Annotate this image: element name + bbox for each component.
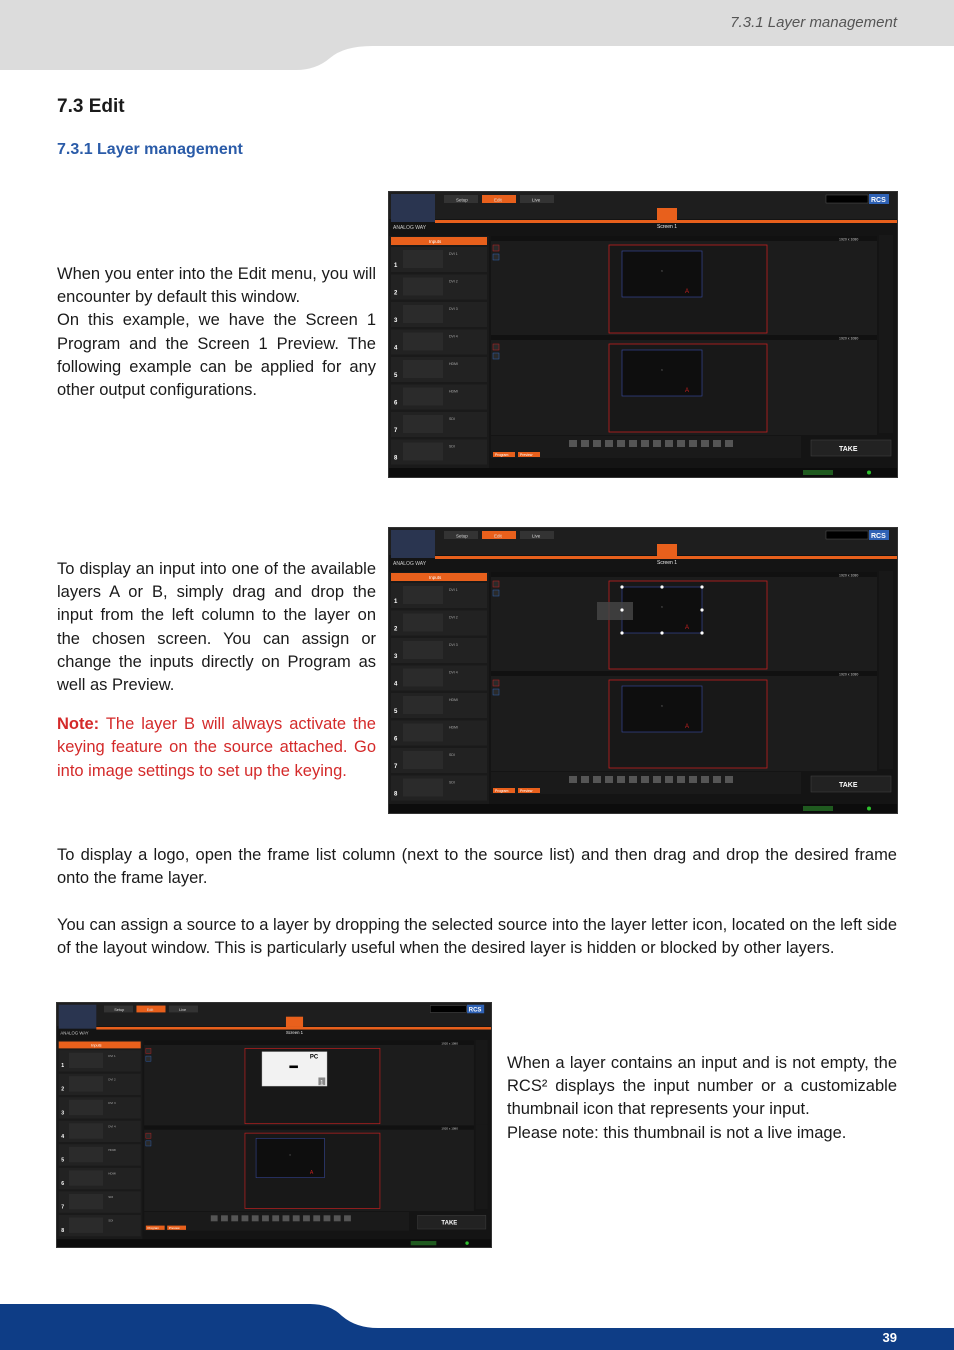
layer-letter-icon — [493, 245, 499, 251]
status-connection — [803, 806, 833, 811]
layer-letter-icon — [146, 1133, 151, 1138]
input-thumb — [69, 1053, 103, 1068]
resize-handle — [620, 631, 623, 634]
input-number: 8 — [394, 791, 398, 798]
input-thumb — [403, 360, 443, 378]
tool-icon — [713, 776, 721, 783]
header-band — [0, 0, 954, 70]
note-paragraph — [57, 713, 376, 783]
footer-band — [0, 1304, 954, 1350]
tool-icon — [252, 1215, 259, 1221]
tool-icon — [303, 1215, 310, 1221]
screen-label: Screen 1 — [285, 1029, 304, 1035]
orange-strip — [435, 556, 897, 559]
note-label: Note: — [57, 715, 100, 734]
input-number: 7 — [394, 428, 398, 434]
layer-box — [622, 350, 702, 396]
app-screenshot-svg — [389, 528, 897, 813]
input-number: 4 — [394, 681, 398, 688]
input-thumb — [403, 586, 443, 604]
tab-label-live: Live — [532, 533, 541, 539]
layer-letter-icon — [146, 1141, 151, 1146]
tool-icon — [344, 1215, 351, 1221]
resolution-label: 1920 x 1080 — [839, 672, 859, 677]
input-number: 6 — [394, 400, 398, 407]
tool-icon — [653, 440, 661, 447]
input-type: HDMI — [108, 1148, 116, 1153]
tool-icon — [581, 440, 589, 447]
product-badge: RCS — [871, 533, 886, 540]
input-thumb — [403, 641, 443, 659]
input-thumb — [403, 250, 443, 268]
subsection-title: 7.3.1 Layer management — [57, 141, 243, 158]
paragraph-3: To display an input into one of the available layers A or B, simply drag and drop the input from the left column to the layer on the chosen screen. You can assign or change the inputs directly on Program as well as Preview. — [57, 560, 376, 695]
tool-icon — [581, 776, 589, 783]
input-thumb — [69, 1076, 103, 1091]
side-tools — [476, 1125, 488, 1210]
inputs-tab-label: Inputs — [429, 239, 442, 244]
tool-icon — [713, 440, 721, 447]
input-thumb — [403, 443, 443, 461]
panel-header — [144, 1041, 474, 1045]
brand-logo-box — [391, 530, 435, 558]
input-number: 3 — [394, 654, 398, 660]
preset-label: Program — [495, 789, 509, 793]
edit-window-screenshot-1 — [388, 191, 898, 478]
layer-box — [622, 686, 702, 732]
input-thumb — [403, 278, 443, 296]
tool-icon — [629, 440, 637, 447]
paragraph-2: On this example, we have the Screen 1 Program and the Screen 1 Preview. The following example can be applied for any other output configurations. — [57, 311, 376, 400]
resize-handle — [620, 608, 623, 611]
input-thumb — [403, 669, 443, 687]
input-thumb — [69, 1100, 103, 1115]
tool-icon — [334, 1215, 341, 1221]
tool-icon — [617, 776, 625, 783]
input-thumb — [403, 415, 443, 433]
layer-a-label: A — [685, 724, 690, 730]
tab-label-setup: Setup — [456, 533, 468, 539]
tool-icon — [677, 776, 685, 783]
input-thumb — [403, 724, 443, 742]
resize-handle — [620, 585, 623, 588]
input-number: 8 — [61, 1228, 65, 1235]
layer-letter-icon — [493, 581, 499, 587]
layer-letter-icon — [493, 353, 499, 359]
edit-window-screenshot-3 — [56, 1002, 492, 1248]
layer-b-label: B — [661, 704, 664, 708]
layer-a-label: A — [685, 625, 690, 631]
thumbnail-bar — [289, 1065, 298, 1068]
tab-label-live: Live — [532, 197, 541, 203]
layer-a-label: A — [685, 388, 690, 394]
product-badge: RCS — [871, 197, 886, 204]
input-type: DVI 3 — [449, 643, 458, 647]
panel-header — [144, 1125, 474, 1129]
resize-handle — [700, 631, 703, 634]
tool-icon — [293, 1215, 300, 1221]
brand-logo-box — [391, 194, 435, 222]
status-led — [867, 807, 871, 811]
input-type: SDI — [449, 444, 455, 449]
layer-letter-icon — [493, 344, 499, 350]
paragraph-6: When a layer contains an input and is not empty, the RCS² displays the input number or a customizable thumbnail icon that represents your input. — [507, 1054, 897, 1119]
preset-label: Program — [495, 453, 509, 457]
tool-icon — [665, 440, 673, 447]
panel-header — [491, 572, 877, 577]
input-number: 5 — [394, 373, 398, 379]
tool-icon — [641, 440, 649, 447]
layer-letter-icon — [493, 689, 499, 695]
layer-a-label: A — [685, 289, 690, 295]
input-number: 7 — [394, 764, 398, 770]
status-connection — [803, 470, 833, 475]
input-number: 7 — [61, 1204, 65, 1211]
resize-handle — [700, 608, 703, 611]
side-tools — [879, 235, 893, 334]
tool-icon — [262, 1215, 269, 1221]
app-screenshot-svg — [57, 1003, 491, 1247]
tool-icon — [231, 1215, 238, 1221]
input-thumb — [69, 1170, 103, 1185]
tool-icon — [324, 1215, 331, 1221]
input-number: 1 — [61, 1063, 65, 1070]
input-thumb — [69, 1194, 103, 1209]
layer-letter-icon — [493, 680, 499, 686]
brand-logo-box — [59, 1005, 97, 1029]
layer-b-label: B — [661, 605, 664, 609]
paragraph-5: You can assign a source to a layer by dropping the selected source into the layer letter icon, located on the left side of the layout window. This is particularly useful when the desired layer is hidden or blocked by other layers. — [57, 916, 897, 958]
input-type: HDMI — [449, 389, 458, 394]
input-thumb — [403, 305, 443, 323]
master-box — [826, 195, 868, 203]
layer-letter-icon — [493, 254, 499, 260]
master-box — [430, 1006, 466, 1013]
panel-header — [491, 236, 877, 241]
input-thumb — [403, 696, 443, 714]
preset-label: Program — [147, 1226, 160, 1231]
layer-b-label: B — [289, 1154, 292, 1158]
preset-label: Preview — [520, 453, 533, 457]
resolution-label: 1920 x 1080 — [839, 237, 859, 242]
tool-icon — [701, 440, 709, 447]
input-type: SDI — [108, 1218, 114, 1223]
thumbnail-label: PC — [309, 1054, 319, 1061]
input-type: DVI 2 — [108, 1077, 116, 1082]
screen-thumb — [657, 208, 677, 220]
master-box — [826, 531, 868, 539]
take-label: TAKE — [441, 1220, 458, 1227]
section-title: 7.3 Edit — [57, 96, 125, 117]
thumbnail-number: 1 — [320, 1080, 324, 1087]
tool-icon — [689, 440, 697, 447]
input-type: SDI — [449, 780, 455, 785]
input-number: 5 — [61, 1157, 65, 1164]
layer-b-label: B — [661, 269, 664, 273]
tool-icon — [677, 440, 685, 447]
input-number: 2 — [61, 1086, 65, 1093]
input-type: DVI 4 — [108, 1124, 116, 1129]
input-type: DVI 3 — [108, 1101, 116, 1106]
input-thumb — [403, 779, 443, 797]
note-text: The layer B will always activate the keying feature on the source attached. Go into image settings to set up the keying. — [57, 715, 376, 780]
input-type: SDI — [449, 417, 455, 421]
input-type: HDMI — [449, 362, 458, 366]
product-badge: RCS — [468, 1007, 482, 1014]
resolution-label: 1920 x 1080 — [441, 1041, 458, 1046]
app-screenshot-svg — [389, 192, 897, 477]
tool-icon — [617, 440, 625, 447]
input-type: DVI 2 — [449, 279, 458, 284]
input-type: DVI 4 — [449, 334, 458, 339]
tool-icon — [725, 776, 733, 783]
input-number: 1 — [394, 599, 398, 605]
layer-a-label: A — [309, 1170, 314, 1177]
intro-text — [57, 263, 376, 402]
tool-icon — [242, 1215, 249, 1221]
tool-icon — [569, 776, 577, 783]
input-number: 6 — [394, 736, 398, 743]
drag-input-text — [57, 558, 376, 783]
brand-label: ANALOG WAY — [393, 225, 427, 231]
tool-icon — [211, 1215, 218, 1221]
input-type: DVI 1 — [108, 1053, 116, 1058]
tool-icon — [605, 776, 613, 783]
input-number: 4 — [394, 345, 398, 352]
input-thumb — [403, 614, 443, 632]
thumbnail-text — [507, 1052, 897, 1145]
layer-box — [256, 1138, 324, 1177]
layer-b-label: B — [661, 368, 664, 372]
tool-icon — [593, 440, 601, 447]
page-number: 39 — [882, 1330, 897, 1345]
status-led — [465, 1241, 468, 1244]
layer-letter-icon — [146, 1056, 151, 1061]
edit-window-screenshot-2 — [388, 527, 898, 814]
tool-icon — [665, 776, 673, 783]
tab-label-edit: Edit — [494, 197, 502, 203]
side-tools — [879, 571, 893, 670]
tool-icon — [689, 776, 697, 783]
paragraph-7: Please note: this thumbnail is not a live image. — [507, 1123, 847, 1142]
input-type: DVI 1 — [449, 588, 458, 592]
input-number: 2 — [394, 626, 398, 633]
layer-box — [622, 587, 702, 633]
tab-label-live: Live — [179, 1008, 187, 1013]
dragged-input-ghost — [597, 602, 633, 620]
input-type: SDI — [449, 753, 455, 757]
layer-letter-icon — [493, 590, 499, 596]
take-label: TAKE — [839, 782, 858, 789]
resolution-label: 1920 x 1080 — [839, 573, 859, 578]
tab-label-edit: Edit — [494, 533, 502, 539]
paragraph-4: To display a logo, open the frame list column (next to the source list) and then drag and drop the desired frame onto the frame layer. — [57, 846, 897, 888]
input-type: HDMI — [449, 725, 458, 730]
panel-header — [491, 671, 877, 676]
input-number: 3 — [61, 1110, 65, 1117]
brand-label: ANALOG WAY — [60, 1030, 89, 1036]
input-thumb — [403, 388, 443, 406]
tool-icon — [701, 776, 709, 783]
tool-icon — [725, 440, 733, 447]
input-thumb — [69, 1123, 103, 1138]
take-label: TAKE — [839, 446, 858, 453]
preset-label: Preview — [520, 789, 533, 793]
input-number: 6 — [61, 1180, 65, 1187]
input-number: 5 — [394, 709, 398, 715]
paragraph-1: When you enter into the Edit menu, you will encounter by default this window. — [57, 265, 376, 307]
running-title: 7.3.1 Layer management — [730, 14, 897, 31]
input-type: DVI 1 — [449, 252, 458, 256]
layer-letter-icon — [146, 1048, 151, 1053]
resolution-label: 1920 x 1080 — [441, 1126, 458, 1131]
input-type: DVI 3 — [449, 307, 458, 311]
preset-label: Preview — [168, 1226, 180, 1231]
input-number: 8 — [394, 455, 398, 462]
input-number: 3 — [394, 318, 398, 324]
status-connection — [411, 1241, 437, 1245]
input-type: DVI 2 — [449, 615, 458, 620]
tool-icon — [593, 776, 601, 783]
panel-header — [491, 335, 877, 340]
assign-text — [57, 914, 897, 960]
tool-icon — [653, 776, 661, 783]
resize-handle — [660, 585, 663, 588]
input-number: 4 — [61, 1133, 65, 1140]
resize-handle — [700, 585, 703, 588]
input-type: SDI — [108, 1195, 114, 1200]
tab-label-setup: Setup — [456, 197, 468, 203]
inputs-tab-label: Inputs — [91, 1043, 102, 1048]
input-type: DVI 4 — [449, 670, 458, 675]
screen-label: Screen 1 — [657, 560, 678, 566]
screen-label: Screen 1 — [657, 224, 678, 230]
input-thumb — [69, 1147, 103, 1162]
screen-thumb — [657, 544, 677, 556]
input-type: HDMI — [449, 698, 458, 702]
tool-icon — [569, 440, 577, 447]
input-number: 2 — [394, 290, 398, 297]
tool-icon — [641, 776, 649, 783]
input-number: 1 — [394, 263, 398, 269]
tool-icon — [605, 440, 613, 447]
orange-strip — [435, 220, 897, 223]
inputs-tab-label: Inputs — [429, 575, 442, 580]
side-tools — [879, 670, 893, 769]
layer-box — [622, 251, 702, 297]
screen-thumb — [286, 1017, 303, 1027]
tool-icon — [283, 1215, 290, 1221]
side-tools — [476, 1040, 488, 1125]
tool-icon — [221, 1215, 228, 1221]
tab-label-setup: Setup — [114, 1008, 125, 1013]
tab-label-edit: Edit — [146, 1008, 154, 1013]
side-tools — [879, 334, 893, 433]
tool-icon — [272, 1215, 279, 1221]
input-thumb — [403, 333, 443, 351]
logo-text — [57, 844, 897, 890]
tool-icon — [629, 776, 637, 783]
brand-label: ANALOG WAY — [393, 561, 427, 567]
resolution-label: 1920 x 1080 — [839, 336, 859, 341]
tool-icon — [313, 1215, 320, 1221]
input-thumb — [403, 751, 443, 769]
input-type: HDMI — [108, 1171, 116, 1176]
resize-handle — [660, 631, 663, 634]
input-thumb — [69, 1217, 103, 1232]
status-led — [867, 471, 871, 475]
